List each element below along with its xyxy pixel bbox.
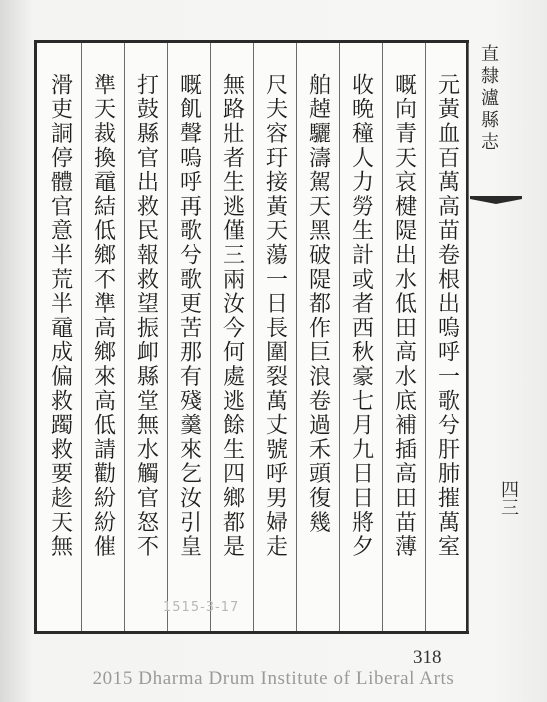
margin-page-marker: 四三	[498, 480, 519, 516]
text-column-8	[124, 43, 168, 631]
column-text: 打鼓縣官出救民報救望振卹縣堂無水觸官怒不	[133, 73, 159, 559]
text-column-2	[382, 43, 426, 631]
text-column-9	[81, 43, 125, 631]
page-number: 318	[413, 647, 442, 668]
column-text: 尺夫容玗接黃天蕩一日長圍裂萬丈號呼男婦走	[262, 73, 288, 559]
column-text: 收晩穜人力勞生計或者西秋豪七月九日日將夕	[348, 73, 374, 559]
text-column-4	[296, 43, 340, 631]
text-column-10	[38, 43, 82, 631]
text-column-3	[339, 43, 383, 631]
fishtail-mark-icon	[470, 196, 522, 206]
margin-title: 直隸瀘縣志	[478, 44, 499, 154]
column-text: 元黃血百萬高苗卷根出嗚呼一歌兮肝肺摧萬室	[434, 73, 460, 559]
footer-credit: 2015 Dharma Drum Institute of Liberal Arts	[92, 668, 455, 689]
text-column-5	[253, 43, 297, 631]
column-text: 舶趠驪濤駕天黑破隄都作巨浪卷過禾頭復幾	[305, 73, 331, 535]
column-text: 嘅飢聲嗚呼再歌兮歌更苦那有殘羹來乞汝引皇	[176, 73, 202, 559]
column-text: 無路壯者生逃僅三兩汝今何處逃餘生四鄉都是	[219, 73, 245, 559]
text-column-1	[425, 43, 469, 631]
column-text: 嘅向青天哀楗隄出水低田高水底補插高田苗薄	[391, 73, 417, 559]
column-text: 準天裁換黿結低鄉不準高鄉來高低請勸紛紛催	[90, 73, 116, 559]
text-column-6	[210, 43, 254, 631]
text-column-7	[167, 43, 211, 631]
watermark-text: 1515-3-17	[163, 600, 240, 615]
column-text: 滑吏詷停體官意半荒半黿成偏救躅救要趁天無	[47, 73, 73, 559]
